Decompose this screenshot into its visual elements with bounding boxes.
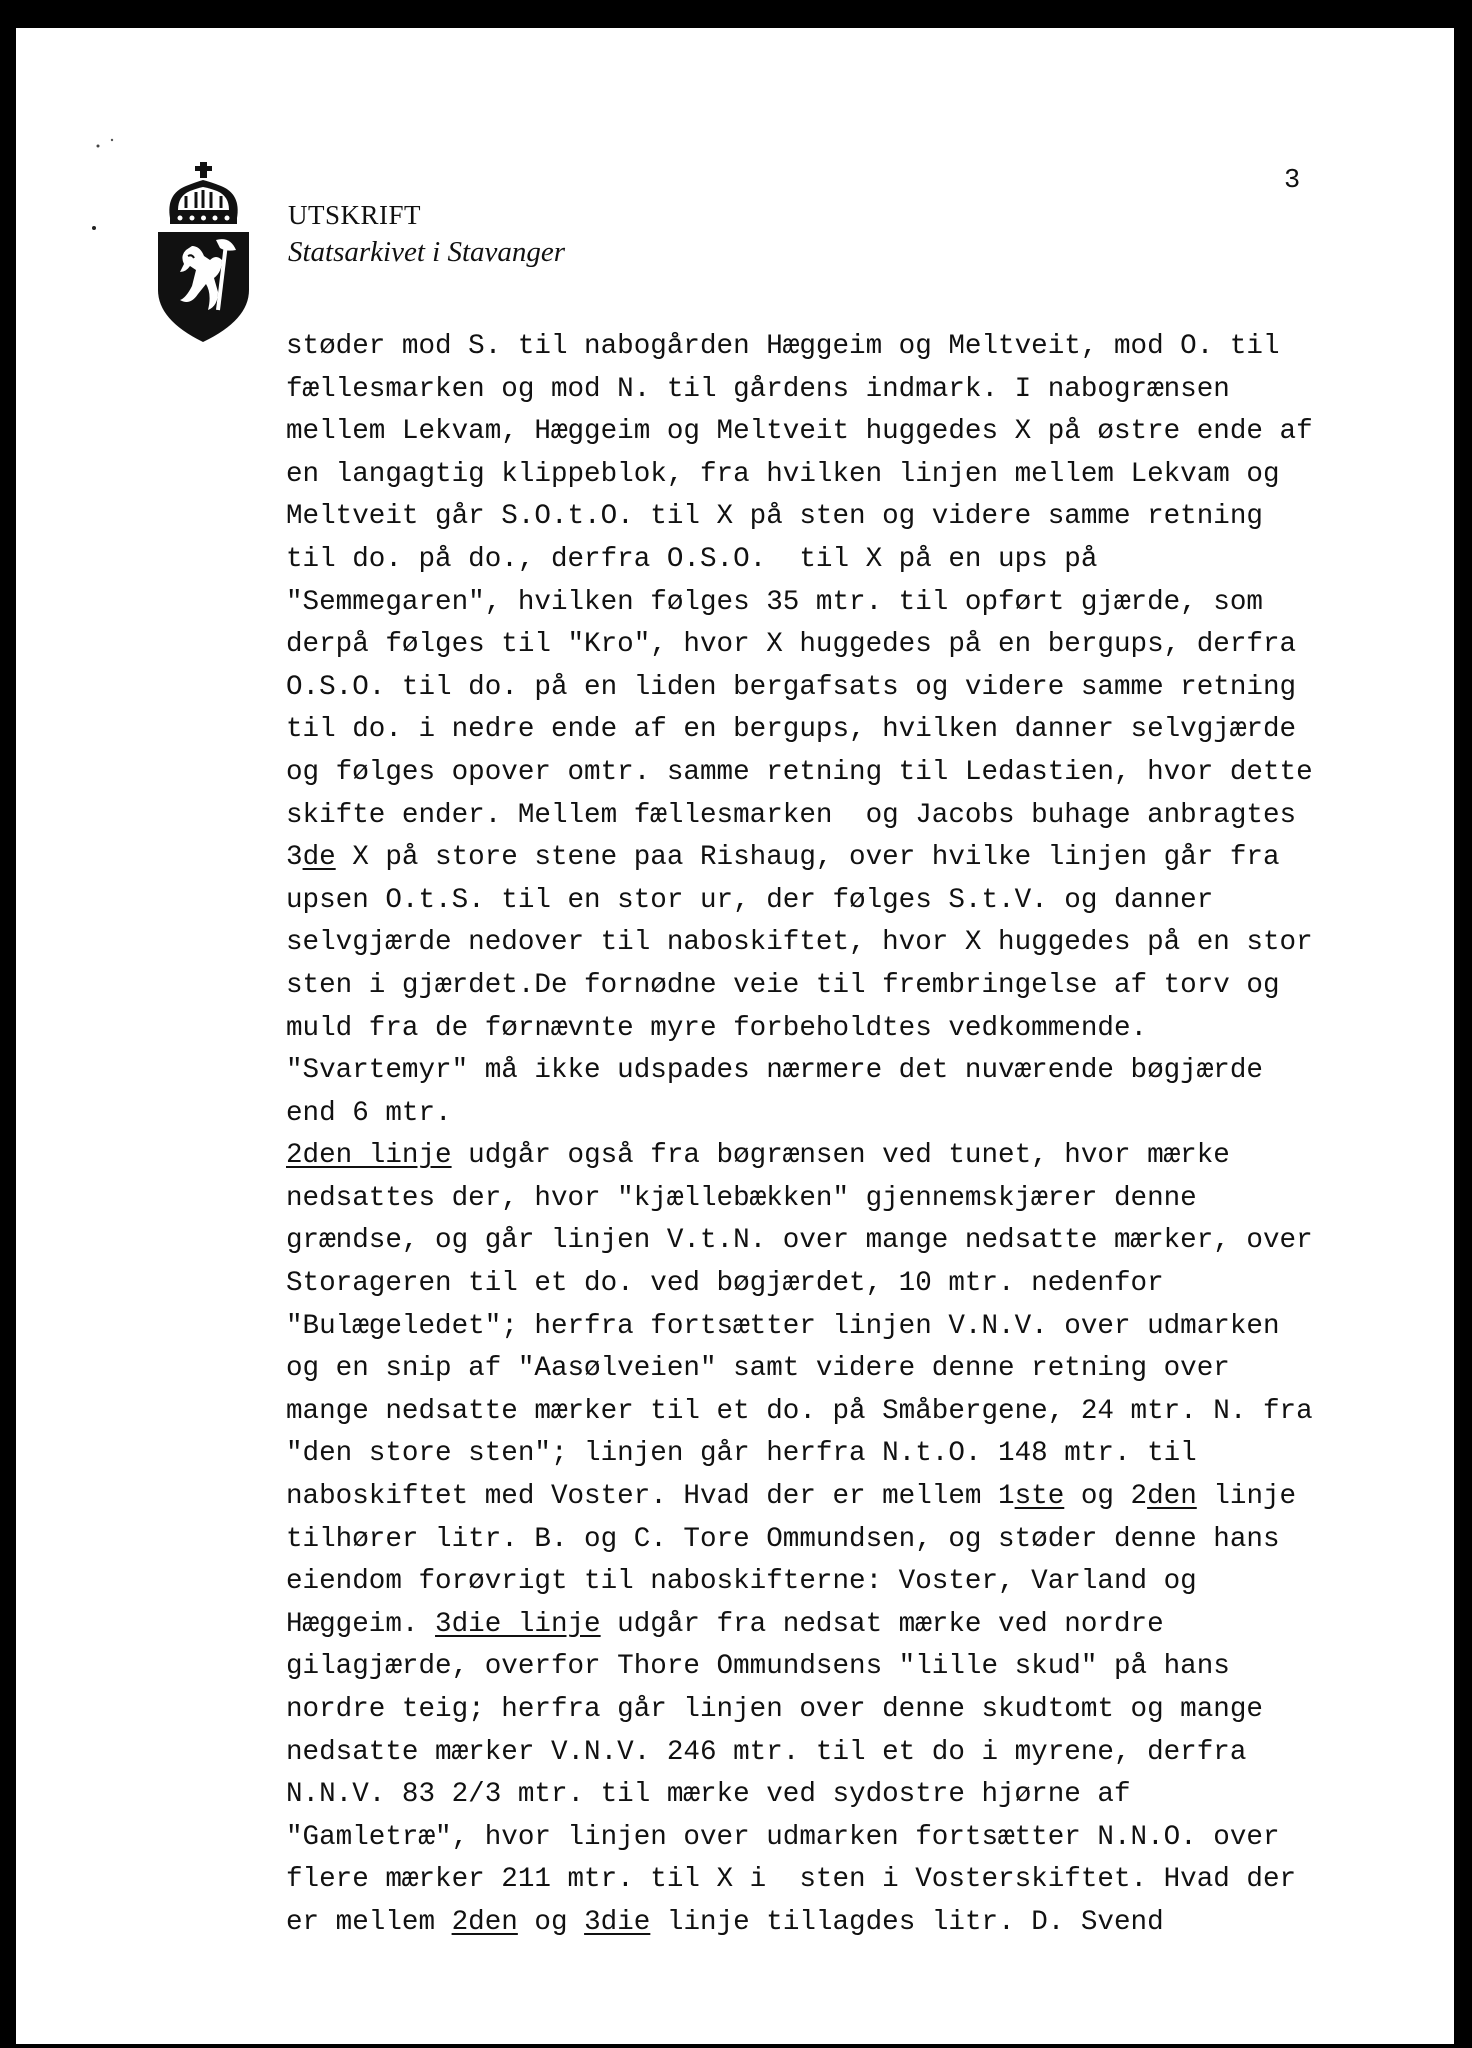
text-line xyxy=(286,411,1366,454)
norwegian-coat-of-arms-icon xyxy=(156,160,251,342)
text-segment: og 2 xyxy=(1064,1481,1148,1513)
text-line xyxy=(286,1008,1366,1051)
text-line xyxy=(286,1093,1366,1136)
text-segment: nedsatte mærker V.N.V. 246 mtr. til et do i myrene, derfra xyxy=(286,1736,1247,1768)
underlined-text: 2den linje xyxy=(286,1140,452,1172)
text-segment: derpå følges til "Kro", hvor X huggedes på en bergups, derfra xyxy=(286,629,1297,661)
text-segment: Storageren til et do. ved bøgjærdet, 10 mtr. nedenfor xyxy=(286,1268,1164,1300)
text-line xyxy=(286,1519,1366,1562)
underlined-text: 3die xyxy=(584,1906,651,1938)
text-segment: nordre teig; herfra går linjen over denne skudtomt og mange xyxy=(286,1694,1263,1725)
document-body-text xyxy=(286,326,1366,1945)
text-line xyxy=(286,1817,1366,1860)
text-line xyxy=(286,795,1366,838)
text-segment: linje xyxy=(1196,1481,1297,1513)
underlined-text: de xyxy=(302,842,336,874)
text-line xyxy=(286,1306,1366,1349)
document-title: UTSKRIFT xyxy=(288,200,422,230)
text-segment: naboskiftet med Voster. Hvad der er mellem 1 xyxy=(286,1481,1015,1513)
text-segment: O.S.O. til do. på en liden bergafsats og videre samme retning xyxy=(286,671,1297,703)
text-line xyxy=(286,1348,1366,1391)
archive-name: Statsarkivet i Stavanger xyxy=(288,236,566,268)
text-segment: grændse, og går linjen V.t.N. over mange nedsatte mærker, over xyxy=(286,1225,1313,1257)
text-segment: mange nedsatte mærker til et do. på Småbergene, 24 mtr. N. fra xyxy=(286,1395,1313,1427)
text-line xyxy=(286,1732,1366,1775)
text-line xyxy=(286,880,1366,923)
text-line xyxy=(286,1646,1366,1689)
text-segment: mellem Lekvam, Hæggeim og Meltveit huggedes X på østre ende af xyxy=(286,416,1313,448)
text-line xyxy=(286,369,1366,412)
text-line xyxy=(286,965,1366,1008)
text-segment: "Semmegaren", hvilken følges 35 mtr. til opført gjærde, som xyxy=(286,586,1263,618)
text-segment: sten i gjærdet.De fornødne veie til frembringelse af torv og xyxy=(286,969,1280,1001)
text-segment: end 6 mtr. xyxy=(286,1097,452,1129)
text-segment: skifte ender. Mellem fællesmarken og Jacobs buhage anbragtes xyxy=(286,799,1297,831)
text-line xyxy=(286,1476,1366,1519)
text-line xyxy=(286,624,1366,667)
text-segment: til do. på do., derfra O.S.O. til X på en ups på xyxy=(286,543,1098,575)
text-line xyxy=(286,1220,1366,1263)
text-line xyxy=(286,1433,1366,1476)
text-line xyxy=(286,326,1366,369)
text-segment: og følges opover omtr. samme retning til Ledastien, hvor dette xyxy=(286,756,1313,788)
text-line xyxy=(286,1604,1366,1647)
underlined-text: ste xyxy=(1014,1481,1065,1513)
text-segment: N.N.V. 83 2/3 mtr. til mærke ved sydostre hjørne af xyxy=(286,1779,1131,1811)
text-segment: tilhører litr. B. og C. Tore Ommundsen, og støder denne hans xyxy=(286,1523,1280,1555)
text-line xyxy=(286,1391,1366,1434)
text-line xyxy=(286,496,1366,539)
text-segment: og xyxy=(517,1906,585,1938)
text-segment: selvgjærde nedover til naboskiftet, hvor X huggedes på en stor xyxy=(286,927,1313,959)
text-segment: flere mærker 211 mtr. til X i sten i Vosterskiftet. Hvad der xyxy=(286,1864,1297,1896)
text-segment: linje tillagdes litr. D. Svend xyxy=(650,1906,1164,1938)
text-segment: muld fra de førnævnte myre forbeholdtes vedkommende. xyxy=(286,1012,1148,1044)
text-segment: udgår også fra bøgrænsen ved tunet, hvor mærke xyxy=(451,1140,1230,1172)
text-line xyxy=(286,454,1366,497)
text-line xyxy=(286,667,1366,710)
text-segment: "Bulægeledet"; herfra fortsætter linjen V.N.V. over udmarken xyxy=(286,1310,1280,1342)
text-segment: "den store sten"; linjen går herfra N.t.O. 148 mtr. til xyxy=(286,1438,1197,1470)
text-segment: eiendom forøvrigt til naboskifterne: Voster, Varland og xyxy=(286,1566,1197,1598)
text-line xyxy=(286,582,1366,625)
text-segment: er mellem xyxy=(286,1906,452,1938)
text-line xyxy=(286,1135,1366,1178)
text-line xyxy=(286,1859,1366,1902)
text-segment: Meltveit går S.O.t.O. til X på sten og videre samme retning xyxy=(286,501,1263,533)
scan-specks xyxy=(76,128,136,248)
text-segment: nedsattes der, hvor "kjællebækken" gjennemskjærer denne xyxy=(286,1182,1197,1214)
text-segment: X på store stene paa Rishaug, over hvilke linjen går fra xyxy=(335,842,1280,874)
text-segment: støder mod S. til nabogården Hæggeim og Meltveit, mod O. til xyxy=(286,331,1280,362)
text-line xyxy=(286,709,1366,752)
underlined-text: den xyxy=(1147,1481,1197,1513)
text-segment: og en snip af "Aasølveien" samt videre denne retning over xyxy=(286,1353,1230,1385)
text-segment: gilagjærde, overfor Thore Ommundsens "lille skud" på hans xyxy=(286,1651,1230,1683)
text-line xyxy=(286,1902,1366,1945)
text-segment: til do. i nedre ende af en bergups, hvilken danner selvgjærde xyxy=(286,714,1297,746)
text-segment: 3 xyxy=(286,842,303,874)
text-segment: Hæggeim. xyxy=(286,1608,436,1640)
text-line xyxy=(286,539,1366,582)
text-segment: "Gamletræ", hvor linjen over udmarken fortsætter N.N.O. over xyxy=(286,1821,1280,1853)
text-segment: upsen O.t.S. til en stor ur, der følges S.t.V. og danner xyxy=(286,884,1214,916)
underlined-text: 3die linje xyxy=(435,1608,601,1640)
text-line xyxy=(286,1178,1366,1221)
text-line xyxy=(286,1561,1366,1604)
text-segment: fællesmarken og mod N. til gårdens indmark. I nabogrænsen xyxy=(286,373,1230,405)
text-segment: en langagtig klippeblok, fra hvilken linjen mellem Lekvam og xyxy=(286,458,1280,490)
text-segment: "Svartemyr" må ikke udspades nærmere det nuværende bøgjærde xyxy=(286,1055,1263,1087)
page-number: 3 xyxy=(1284,166,1301,196)
text-line xyxy=(286,1050,1366,1093)
text-line xyxy=(286,752,1366,795)
text-line xyxy=(286,1689,1366,1732)
text-line xyxy=(286,922,1366,965)
text-segment: udgår fra nedsat mærke ved nordre xyxy=(600,1608,1164,1640)
underlined-text: 2den xyxy=(451,1906,518,1938)
text-line xyxy=(286,837,1366,880)
document-page xyxy=(16,28,1454,2044)
text-line xyxy=(286,1774,1366,1817)
text-line xyxy=(286,1263,1366,1306)
